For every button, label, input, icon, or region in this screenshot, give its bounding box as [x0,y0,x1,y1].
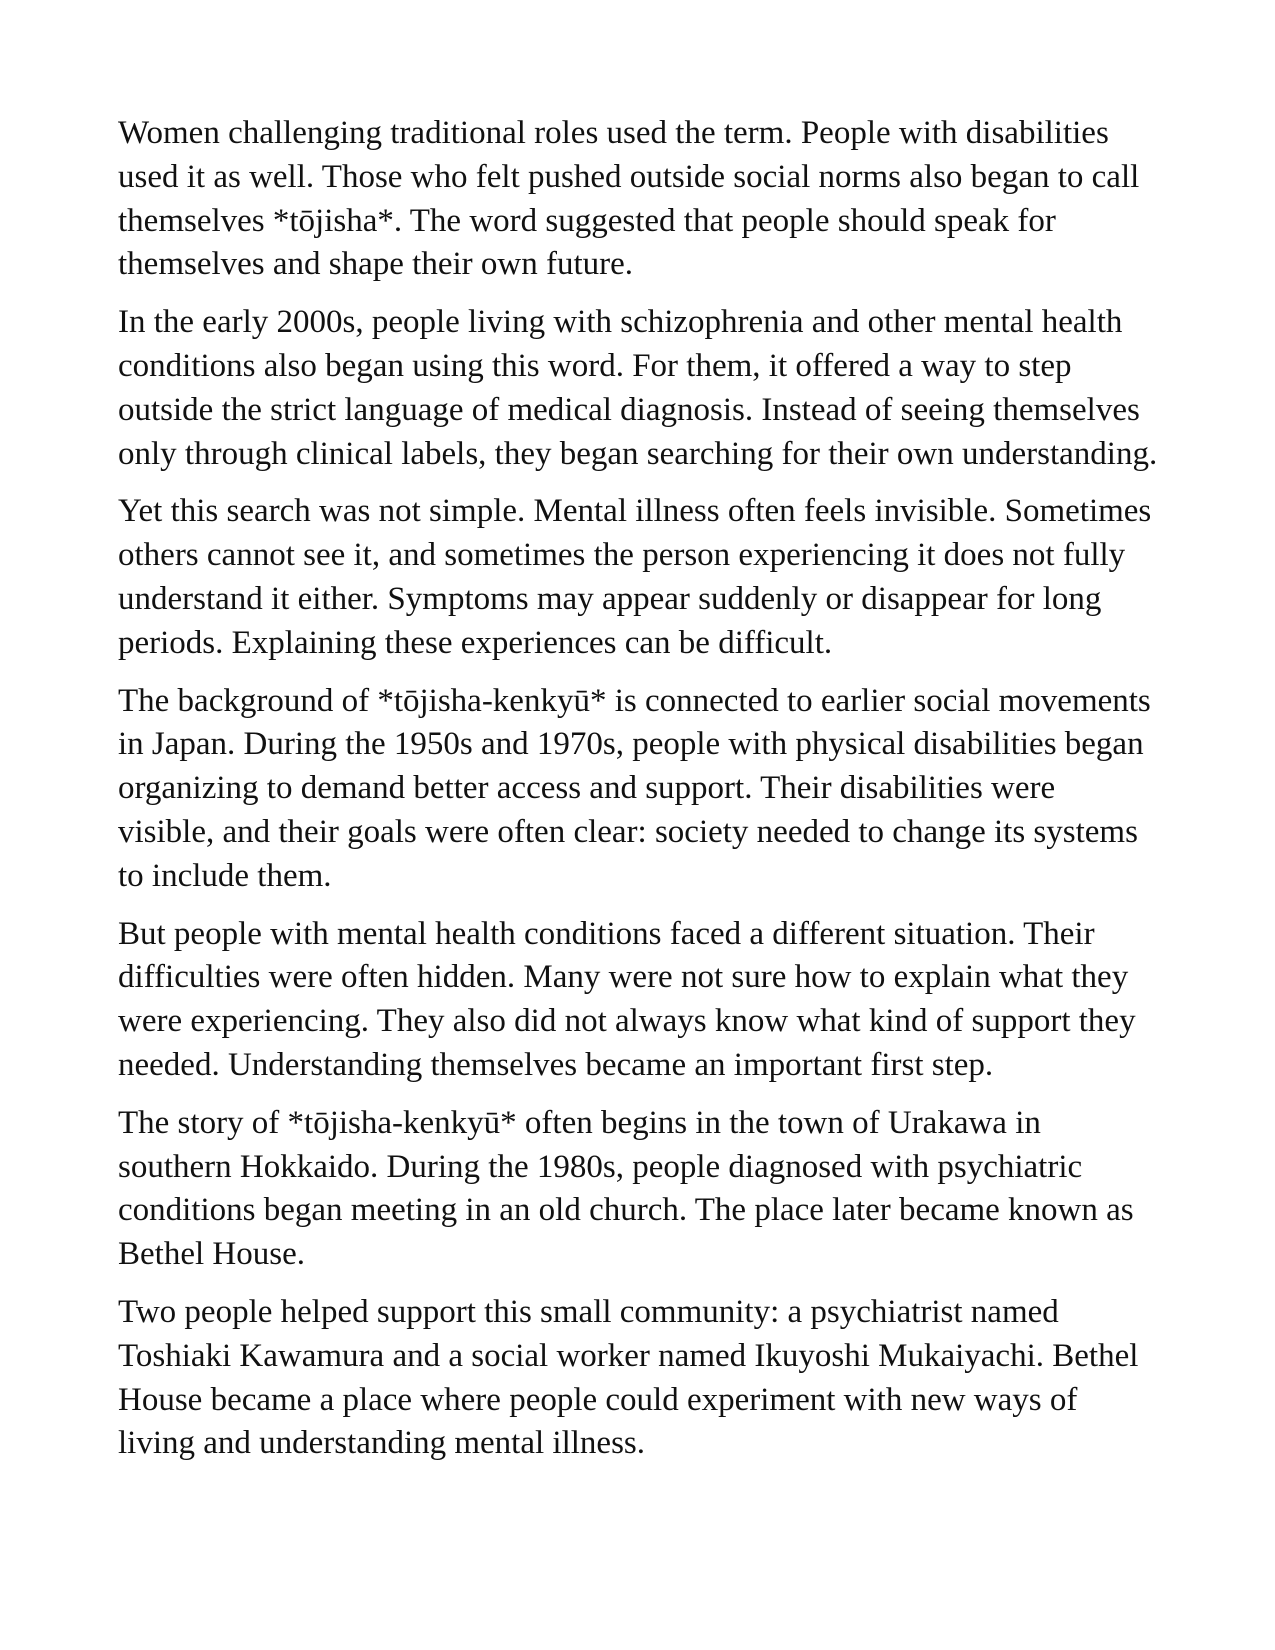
paragraph-4: The background of *tōjisha-kenkyū* is connected to earlier social movements in Japan. During the 1950s and 1970s, people with physical disabilities began organizing to demand better access and support. Their disabilities were visible, and their goals were often clear: society needed to change its systems to include them. [118,682,1151,894]
paragraph-3: Yet this search was not simple. Mental illness often feels invisible. Sometimes others cannot see it, and sometimes the person experiencing it does not fully understand it either. Symptoms may appear suddenly or disappear for long periods. Explaining these experiences can be difficult. [118,493,1152,661]
paragraph-5: But people with mental health conditions faced a different situation. Their difficulties were often hidden. Many were not sure how to explain what they were experiencing. They also did not always know what kind of support they needed. Understanding themselves became an important first step. [118,915,1136,1083]
document-page [118,112,1158,1480]
paragraph-6: The story of *tōjisha-kenkyū* often begins in the town of Urakawa in southern Hokkaido. During the 1980s, people diagnosed with psychiatric conditions began meeting in an old church. The place later became known as Bethel House. [118,1104,1134,1273]
paragraph-2: In the early 2000s, people living with schizophrenia and other mental health conditions also began using this word. For them, it offered a way to step outside the strict language of medical diagnosis. Instead of seeing themselves only through clinical labels, they began searching for their own understanding. [118,304,1158,472]
paragraph-7: Two people helped support this small community: a psychiatrist named Toshiaki Kawamura and a social worker named Ikuyoshi Mukaiyachi. Bethel House became a place where people could experiment with new ways of living and understanding mental illness. [118,1293,1139,1462]
paragraph-1: Women challenging traditional roles used the term. People with disabilities used it as well. Those who felt pushed outside social norms also began to call themselves *tōjisha*. The word suggested that people should speak for themselves and shape their own future. [118,115,1140,283]
